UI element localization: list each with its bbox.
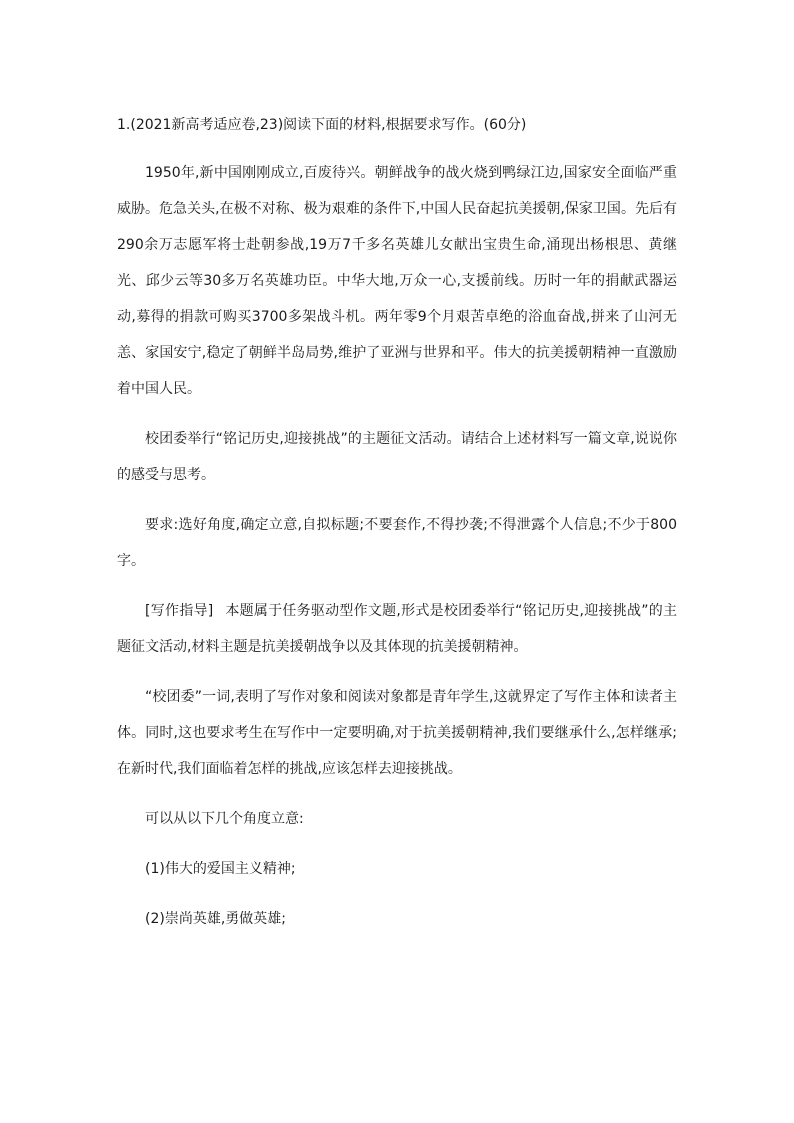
question-heading: 1.(2021新高考适应卷,23)阅读下面的材料,根据要求写作。(60分) [117,117,527,133]
angle-item: (1)伟大的爱国主义精神; [145,861,296,877]
analysis-paragraph: “校团委”一词,表明了写作对象和阅读对象都是青年学生,这就界定了写作主体和读者主体。同时,这也要求考生在写作中一定要明确,对于抗美援朝精神,我们要继承什么,怎样继承;在新时代,我们面临着怎样的挑战,应该怎样去迎接挑战。 [117,689,677,777]
writing-guide-paragraph [117,593,677,665]
task-paragraph: 校团委举行“铭记历史,迎接挑战”的主题征文活动。请结合上述材料写一篇文章,说说你的感受与思考。 [117,431,677,483]
writing-guide-text: 本题属于任务驱动型作文题,形式是校团委举行“铭记历史,迎接挑战”的主题征文活动,材料主题是抗美援朝战争以及其体现的抗美援朝精神。 [117,603,677,655]
material-paragraph: 1950年,新中国刚刚成立,百废待兴。朝鲜战争的战火烧到鸭绿江边,国家安全面临严重威胁。危急关头,在极不对称、极为艰难的条件下,中国人民奋起抗美援朝,保家卫国。先后有290余万志愿军将士赴朝参战,19万7千多名英雄儿女献出宝贵生命,涌现出杨根思、黄继光、邱少云等30多万名英雄功臣。中华大地,万众一心,支援前线。历时一年的捐献武器运动,募得的捐款可购买3700多架战斗机。两年零9个月艰苦卓绝的浴血奋战,拼来了山河无恙、家国安宁,稳定了朝鲜半岛局势,维护了亚洲与世界和平。伟大的抗美援朝精神一直激励着中国人民。 [117,165,677,397]
angles-intro: 可以从以下几个角度立意: [145,811,304,827]
writing-guide-tag: [写作指导] [145,603,214,619]
angle-item: (2)崇尚英雄,勇做英雄; [145,911,286,927]
requirements-paragraph: 要求:选好角度,确定立意,自拟标题;不要套作,不得抄袭;不得泄露个人信息;不少于800字。 [117,517,677,569]
document-content [117,107,677,951]
